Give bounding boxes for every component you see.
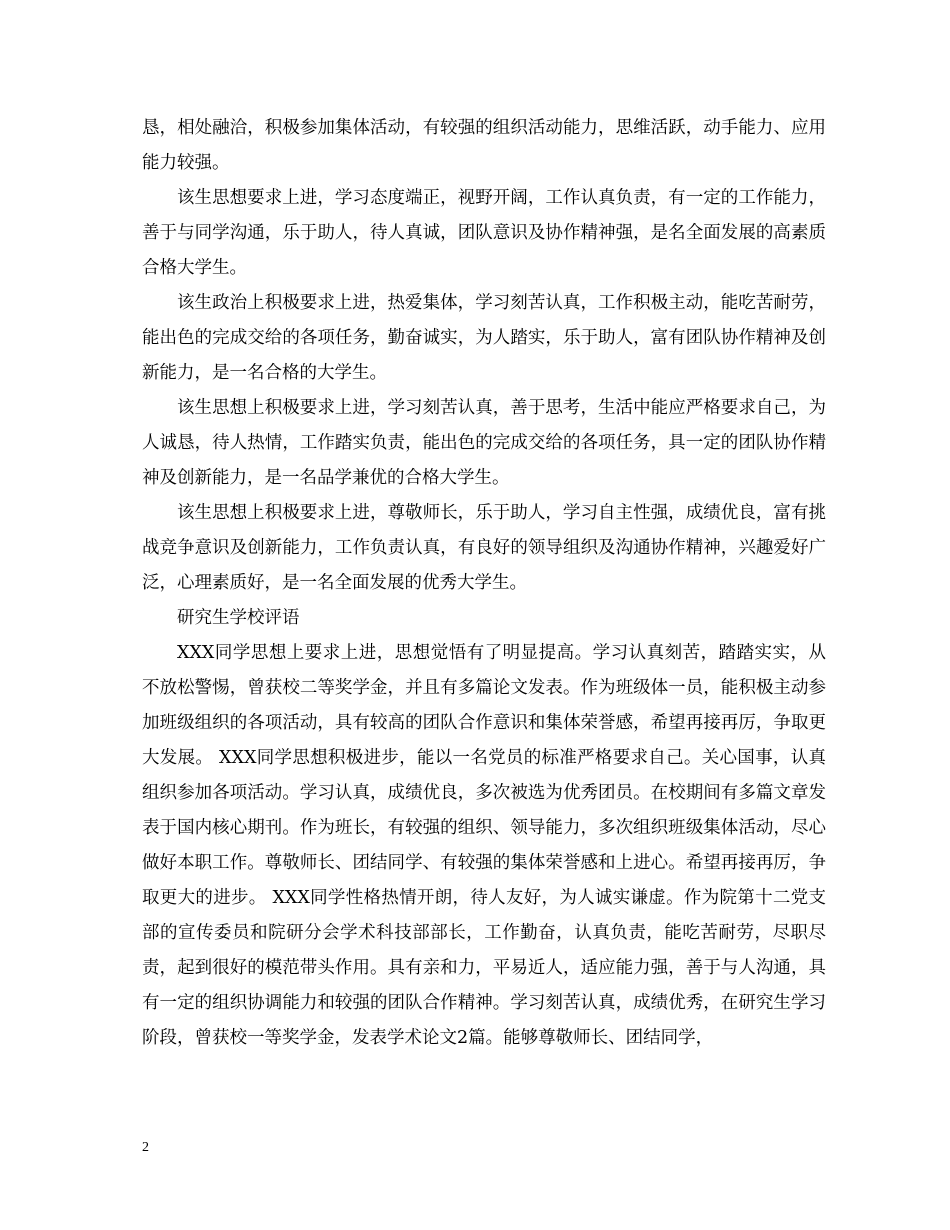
- document-body: [142, 111, 826, 1056]
- paragraph-evaluation-4: 该生思想上积极要求上进，尊敬师长，乐于助人，学习自主性强，成绩优良，富有挑战竞争意识及创新能力，工作负责认真，有良好的领导组织及沟通协作精神，兴趣爱好广泛，心理素质好，是一名全面发展的优秀大学生。: [142, 503, 826, 593]
- page-number: 2: [142, 1140, 149, 1155]
- paragraph-evaluation-2: 该生政治上积极要求上进，热爱集体，学习刻苦认真，工作积极主动，能吃苦耐劳，能出色的完成交给的各项任务，勤奋诚实，为人踏实，乐于助人，富有团队协作精神及创新能力，是一名合格的大学生。: [142, 293, 826, 383]
- section-heading: 研究生学校评语: [177, 608, 300, 628]
- paragraph-evaluation-3: 该生思想上积极要求上进，学习刻苦认真，善于思考，生活中能应严格要求自己，为人诚恳，待人热情，工作踏实负责，能出色的完成交给的各项任务，具一定的团队协作精神及创新能力，是一名品学兼优的合格大学生。: [142, 398, 826, 488]
- paragraph-evaluation-1: 该生思想要求上进，学习态度端正，视野开阔，工作认真负责，有一定的工作能力，善于与同学沟通，乐于助人，待人真诚，团队意识及协作精神强，是名全面发展的高素质合格大学生。: [142, 188, 826, 278]
- paragraph-continuation: 恳，相处融洽，积极参加集体活动，有较强的组织活动能力，思维活跃，动手能力、应用能力较强。: [142, 118, 826, 173]
- paragraph-graduate-evaluation: XXX同学思想上要求上进，思想觉悟有了明显提高。学习认真刻苦，踏踏实实，从不放松警惕，曾获校二等奖学金，并且有多篇论文发表。作为班级体一员，能积极主动参加班级组织的各项活动，具有较高的团队合作意识和集体荣誉感，希望再接再厉，争取更大发展。 XXX同学思想积极进步，能以一名党员的标准严格要求自己。关心国事，认真组织参加各项活动。学习认真，成绩优良，多次被选为优秀团员。在校期间有多篇文章发表于国内核心期刊。作为班长，有较强的组织、领导能力，多次组织班级集体活动，尽心做好本职工作。尊敬师长、团结同学、有较强的集体荣誉感和上进心。希望再接再厉，争取更大的进步。 XXX同学性格热情开朗，待人友好，为人诚实谦虚。作为院第十二党支部的宣传委员和院研分会学术科技部部长，工作勤奋，认真负责，能吃苦耐劳，尽职尽责，起到很好的模范带头作用。具有亲和力，平易近人，适应能力强，善于与人沟通，具有一定的组织协调能力和较强的团队合作精神。学习刻苦认真，成绩优秀，在研究生学习阶段，曾获校一等奖学金，发表学术论文2篇。能够尊敬师长、团结同学，: [142, 643, 826, 1048]
